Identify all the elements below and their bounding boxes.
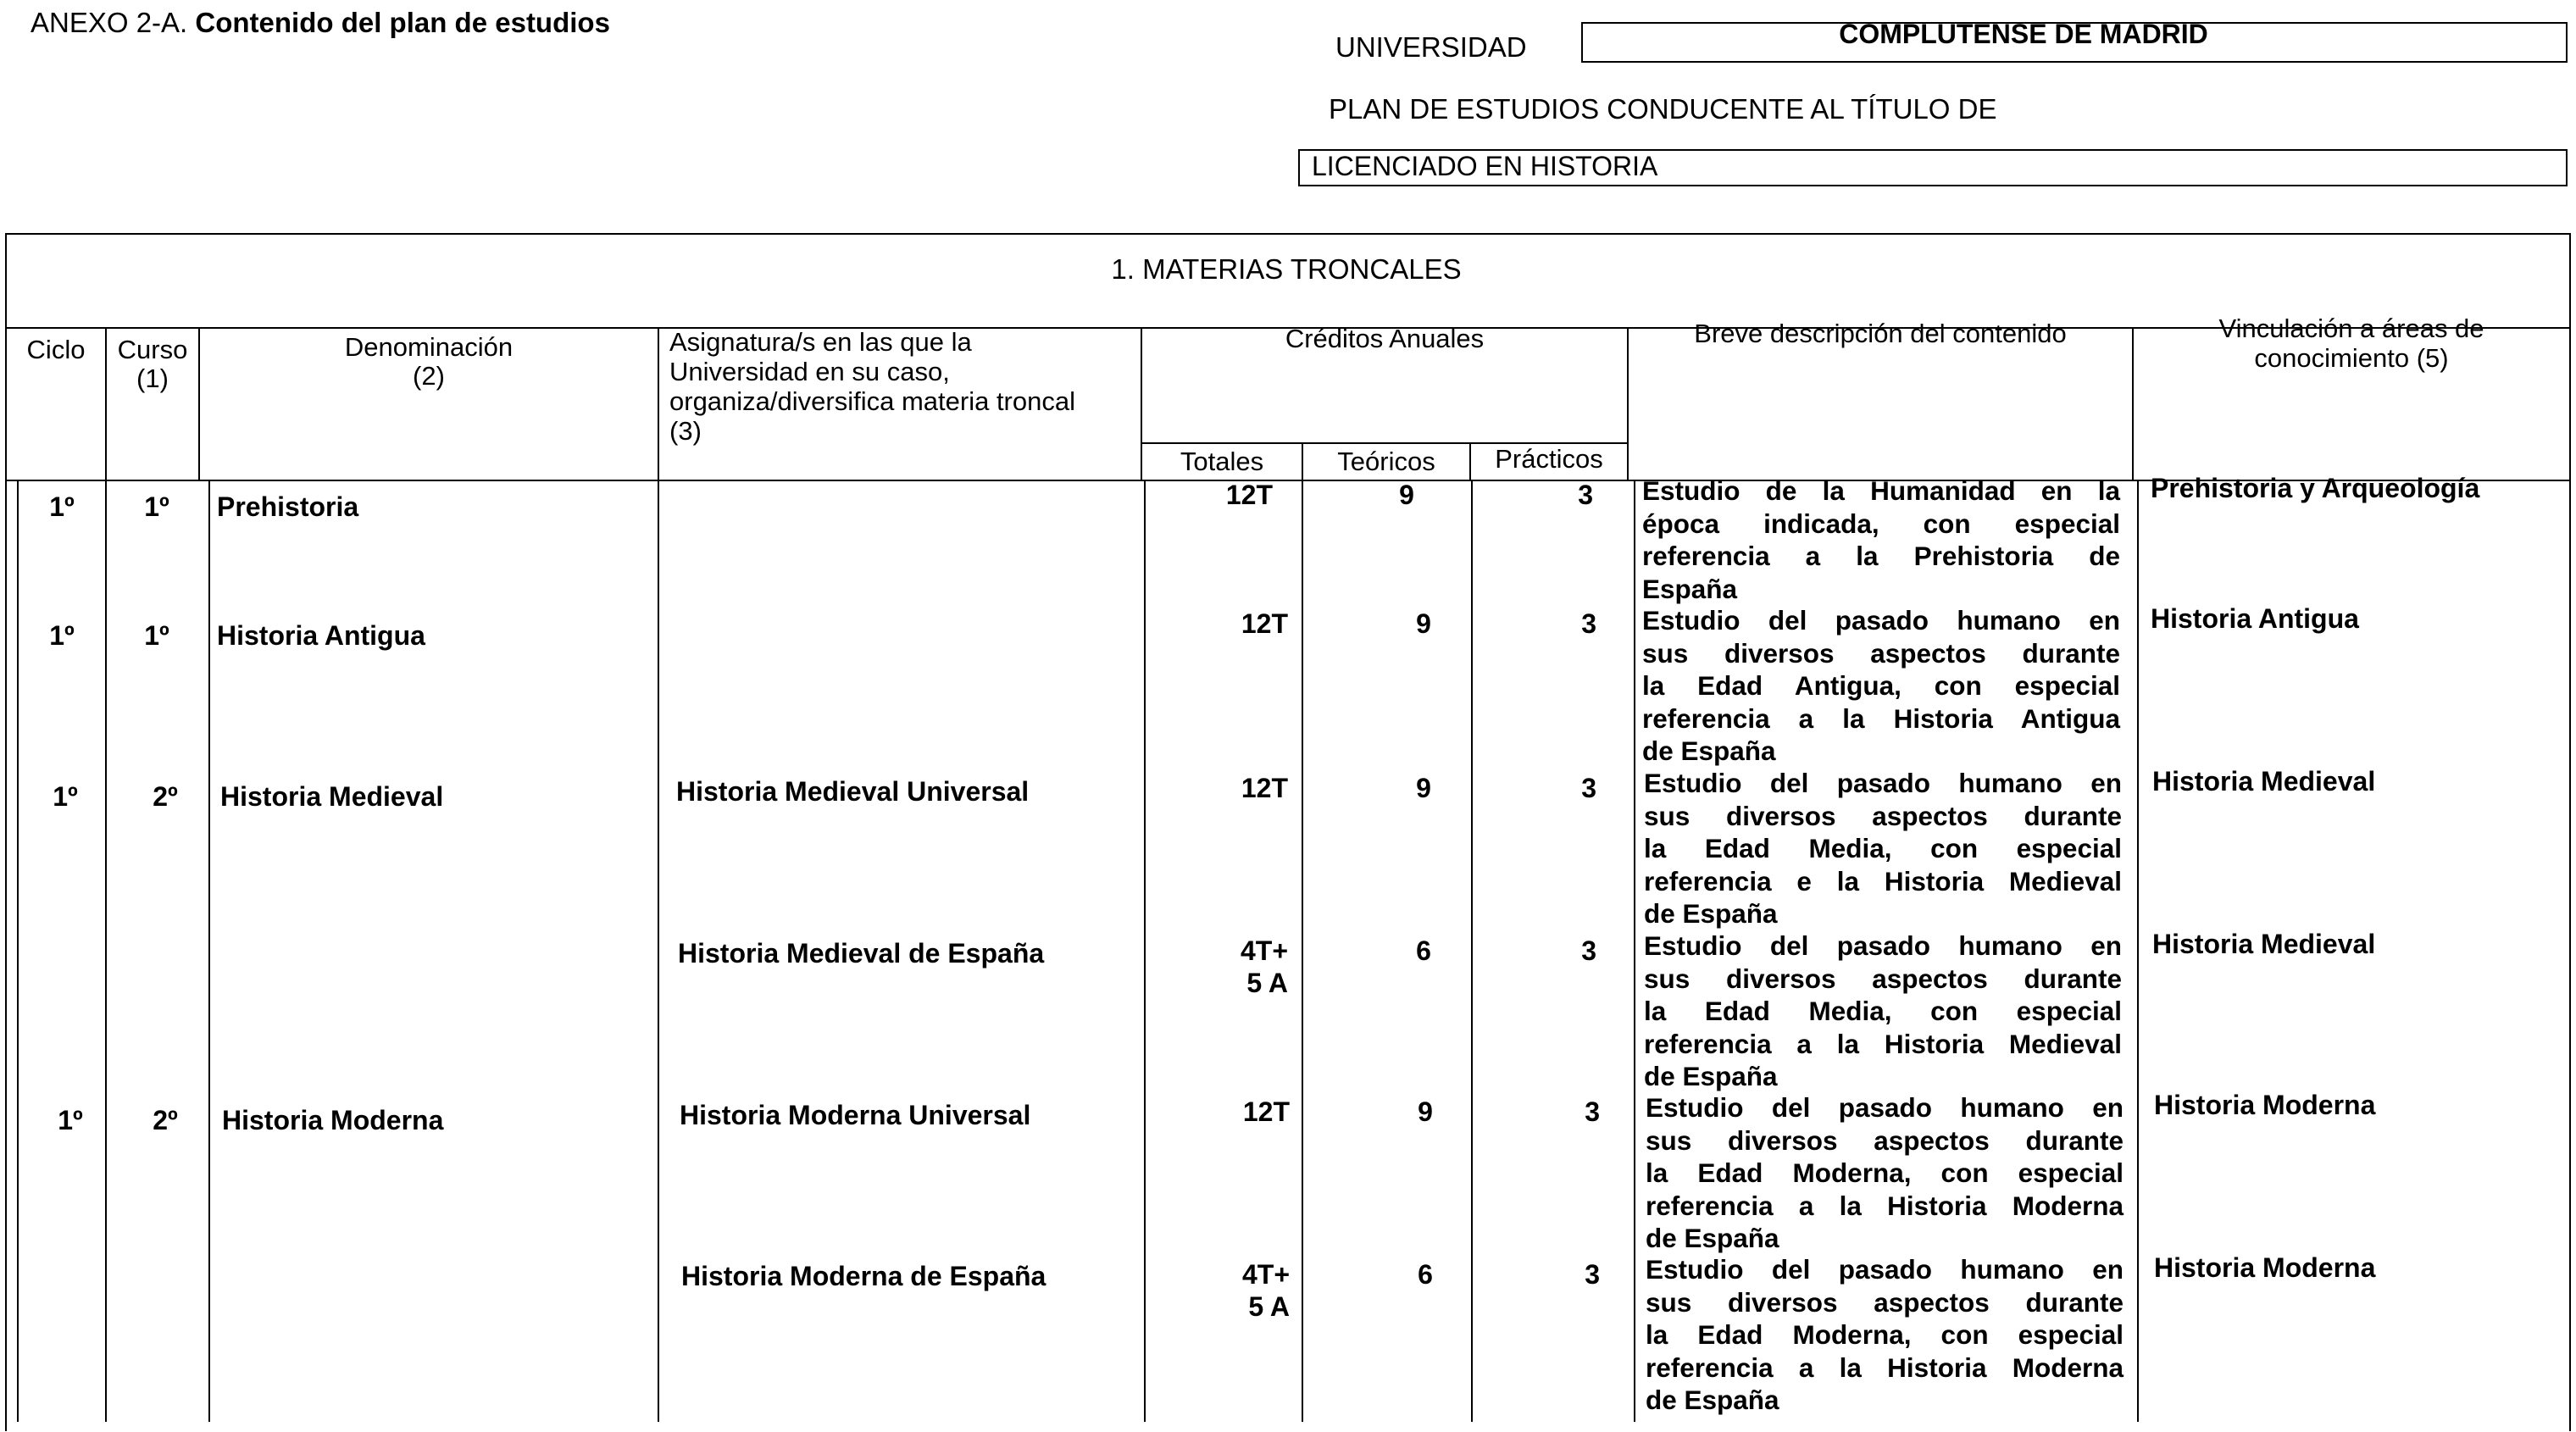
row-teoricos: 9 (1418, 1096, 1433, 1127)
row-totales: 4T+ (1241, 1259, 1290, 1290)
header-totales: Totales (1180, 447, 1264, 476)
university-name: COMPLUTENSE DE MADRID (1839, 19, 2208, 49)
col-rule (208, 480, 210, 1422)
annex-title: Contenido del plan de estudios (195, 7, 610, 38)
row-curso: 2º (153, 1105, 178, 1135)
row-denominacion: Historia Antigua (217, 620, 425, 651)
col-rule (658, 480, 659, 1422)
row-practicos: 3 (1585, 1259, 1600, 1290)
row-teoricos: 9 (1416, 608, 1431, 639)
row-ciclo: 1º (49, 491, 75, 522)
university-box (1581, 19, 2568, 63)
header-practicos: Prácticos (1495, 444, 1603, 474)
row-totales: 12T (1241, 773, 1288, 803)
row-area: Historia Moderna (2154, 1252, 2376, 1283)
row-practicos: 3 (1581, 773, 1596, 803)
plan-label: PLAN DE ESTUDIOS CONDUCENTE AL TÍTULO DE (1329, 93, 1997, 125)
row-curso: 1º (144, 491, 169, 522)
header-asignaturas: Asignatura/s en las que la Universidad en su caso, organiza/diversifica materia troncal (3) (669, 327, 1075, 446)
header-creditos: Créditos Anuales (1285, 324, 1485, 353)
troncales-table (5, 233, 2571, 1431)
degree-box (1298, 149, 2568, 186)
row-teoricos: 6 (1418, 1259, 1433, 1290)
row-asignatura: Historia Medieval de España (678, 938, 1045, 969)
row-denominacion: Historia Moderna (222, 1105, 444, 1135)
row-ciclo: 1º (49, 620, 75, 651)
degree-title: LICENCIADO EN HISTORIA (1312, 151, 1658, 181)
annex-prefix: ANEXO 2-A. (31, 7, 188, 38)
row-asignatura: Historia Moderna Universal (680, 1100, 1031, 1130)
row-curso: 1º (144, 620, 169, 651)
row-area: Historia Medieval (2152, 929, 2376, 959)
row-teoricos: 9 (1399, 480, 1414, 510)
col-rule (2132, 327, 2134, 481)
row-descripcion: Estudio del pasado humano en sus diversos aspectos durante la Edad Media, con especial referencia a la Historia Medieval de España (1644, 930, 2122, 1091)
row-totales: 12T (1241, 608, 1288, 639)
row-practicos: 3 (1578, 480, 1593, 510)
row-totales: 12T (1225, 480, 1273, 510)
row-practicos: 3 (1581, 935, 1596, 966)
row-denominacion: Historia Medieval (220, 781, 444, 812)
row-totales-2: 5 A (1246, 968, 1288, 998)
col-rule (2137, 480, 2139, 1422)
header-descripcion: Breve descripción del contenido (1694, 319, 2067, 348)
row-curso: 2º (153, 781, 178, 812)
row-descripcion: Estudio de la Humanidad en la época indicada, con especial referencia a la Prehistoria de España (1642, 475, 2120, 604)
row-totales: 12T (1242, 1096, 1290, 1127)
header-curso: Curso (117, 335, 188, 364)
col-rule (1302, 480, 1303, 1422)
row-practicos: 3 (1581, 608, 1596, 639)
row-area: Historia Moderna (2154, 1090, 2376, 1120)
row-descripcion: Estudio del pasado humano en sus diversos aspectos durante la Edad Moderna, con especial referencia a la Historia Moderna de España (1646, 1254, 2124, 1415)
row-descripcion: Estudio del pasado humano en sus diversos aspectos durante la Edad Moderna, con especial referencia a la Historia Moderna de España (1646, 1092, 2124, 1253)
row-descripcion: Estudio del pasado humano en sus diversos aspectos durante la Edad Antigua, con especial referencia a la Historia Antigua de España (1642, 605, 2120, 766)
row-teoricos: 6 (1416, 935, 1431, 966)
row-ciclo: 1º (58, 1105, 83, 1135)
row-descripcion: Estudio del pasado humano en sus diversos aspectos durante la Edad Media, con especial referencia e la Historia Medieval de España (1644, 768, 2122, 929)
col-rule (1627, 327, 1629, 481)
header-teoricos: Teóricos (1337, 447, 1435, 476)
row-denominacion: Prehistoria (217, 491, 359, 522)
header-vinculacion: Vinculación a áreas de conocimiento (5) (2218, 314, 2484, 373)
section-title: 1. MATERIAS TRONCALES (1111, 253, 1462, 285)
university-label: UNIVERSIDAD (1335, 31, 1527, 63)
row-ciclo: 1º (53, 781, 78, 812)
header-ciclo: Ciclo (26, 335, 86, 364)
row-totales: 4T+ (1240, 935, 1288, 966)
annex-heading (31, 7, 610, 39)
header-curso-note: (1) (136, 364, 169, 393)
row-practicos: 3 (1585, 1096, 1600, 1127)
header-denominacion: Denominación (344, 332, 514, 362)
col-rule (658, 327, 659, 481)
col-rule (1634, 480, 1635, 1422)
row-asignatura: Historia Medieval Universal (676, 776, 1030, 807)
row-area: Prehistoria y Arqueología (2151, 473, 2480, 503)
row-asignatura: Historia Moderna de España (681, 1261, 1046, 1291)
row-teoricos: 9 (1416, 773, 1431, 803)
row-totales-2: 5 A (1248, 1291, 1290, 1322)
row-area: Historia Antigua (2151, 603, 2359, 634)
header-denominacion-note: (2) (413, 361, 445, 391)
row-area: Historia Medieval (2152, 766, 2376, 796)
